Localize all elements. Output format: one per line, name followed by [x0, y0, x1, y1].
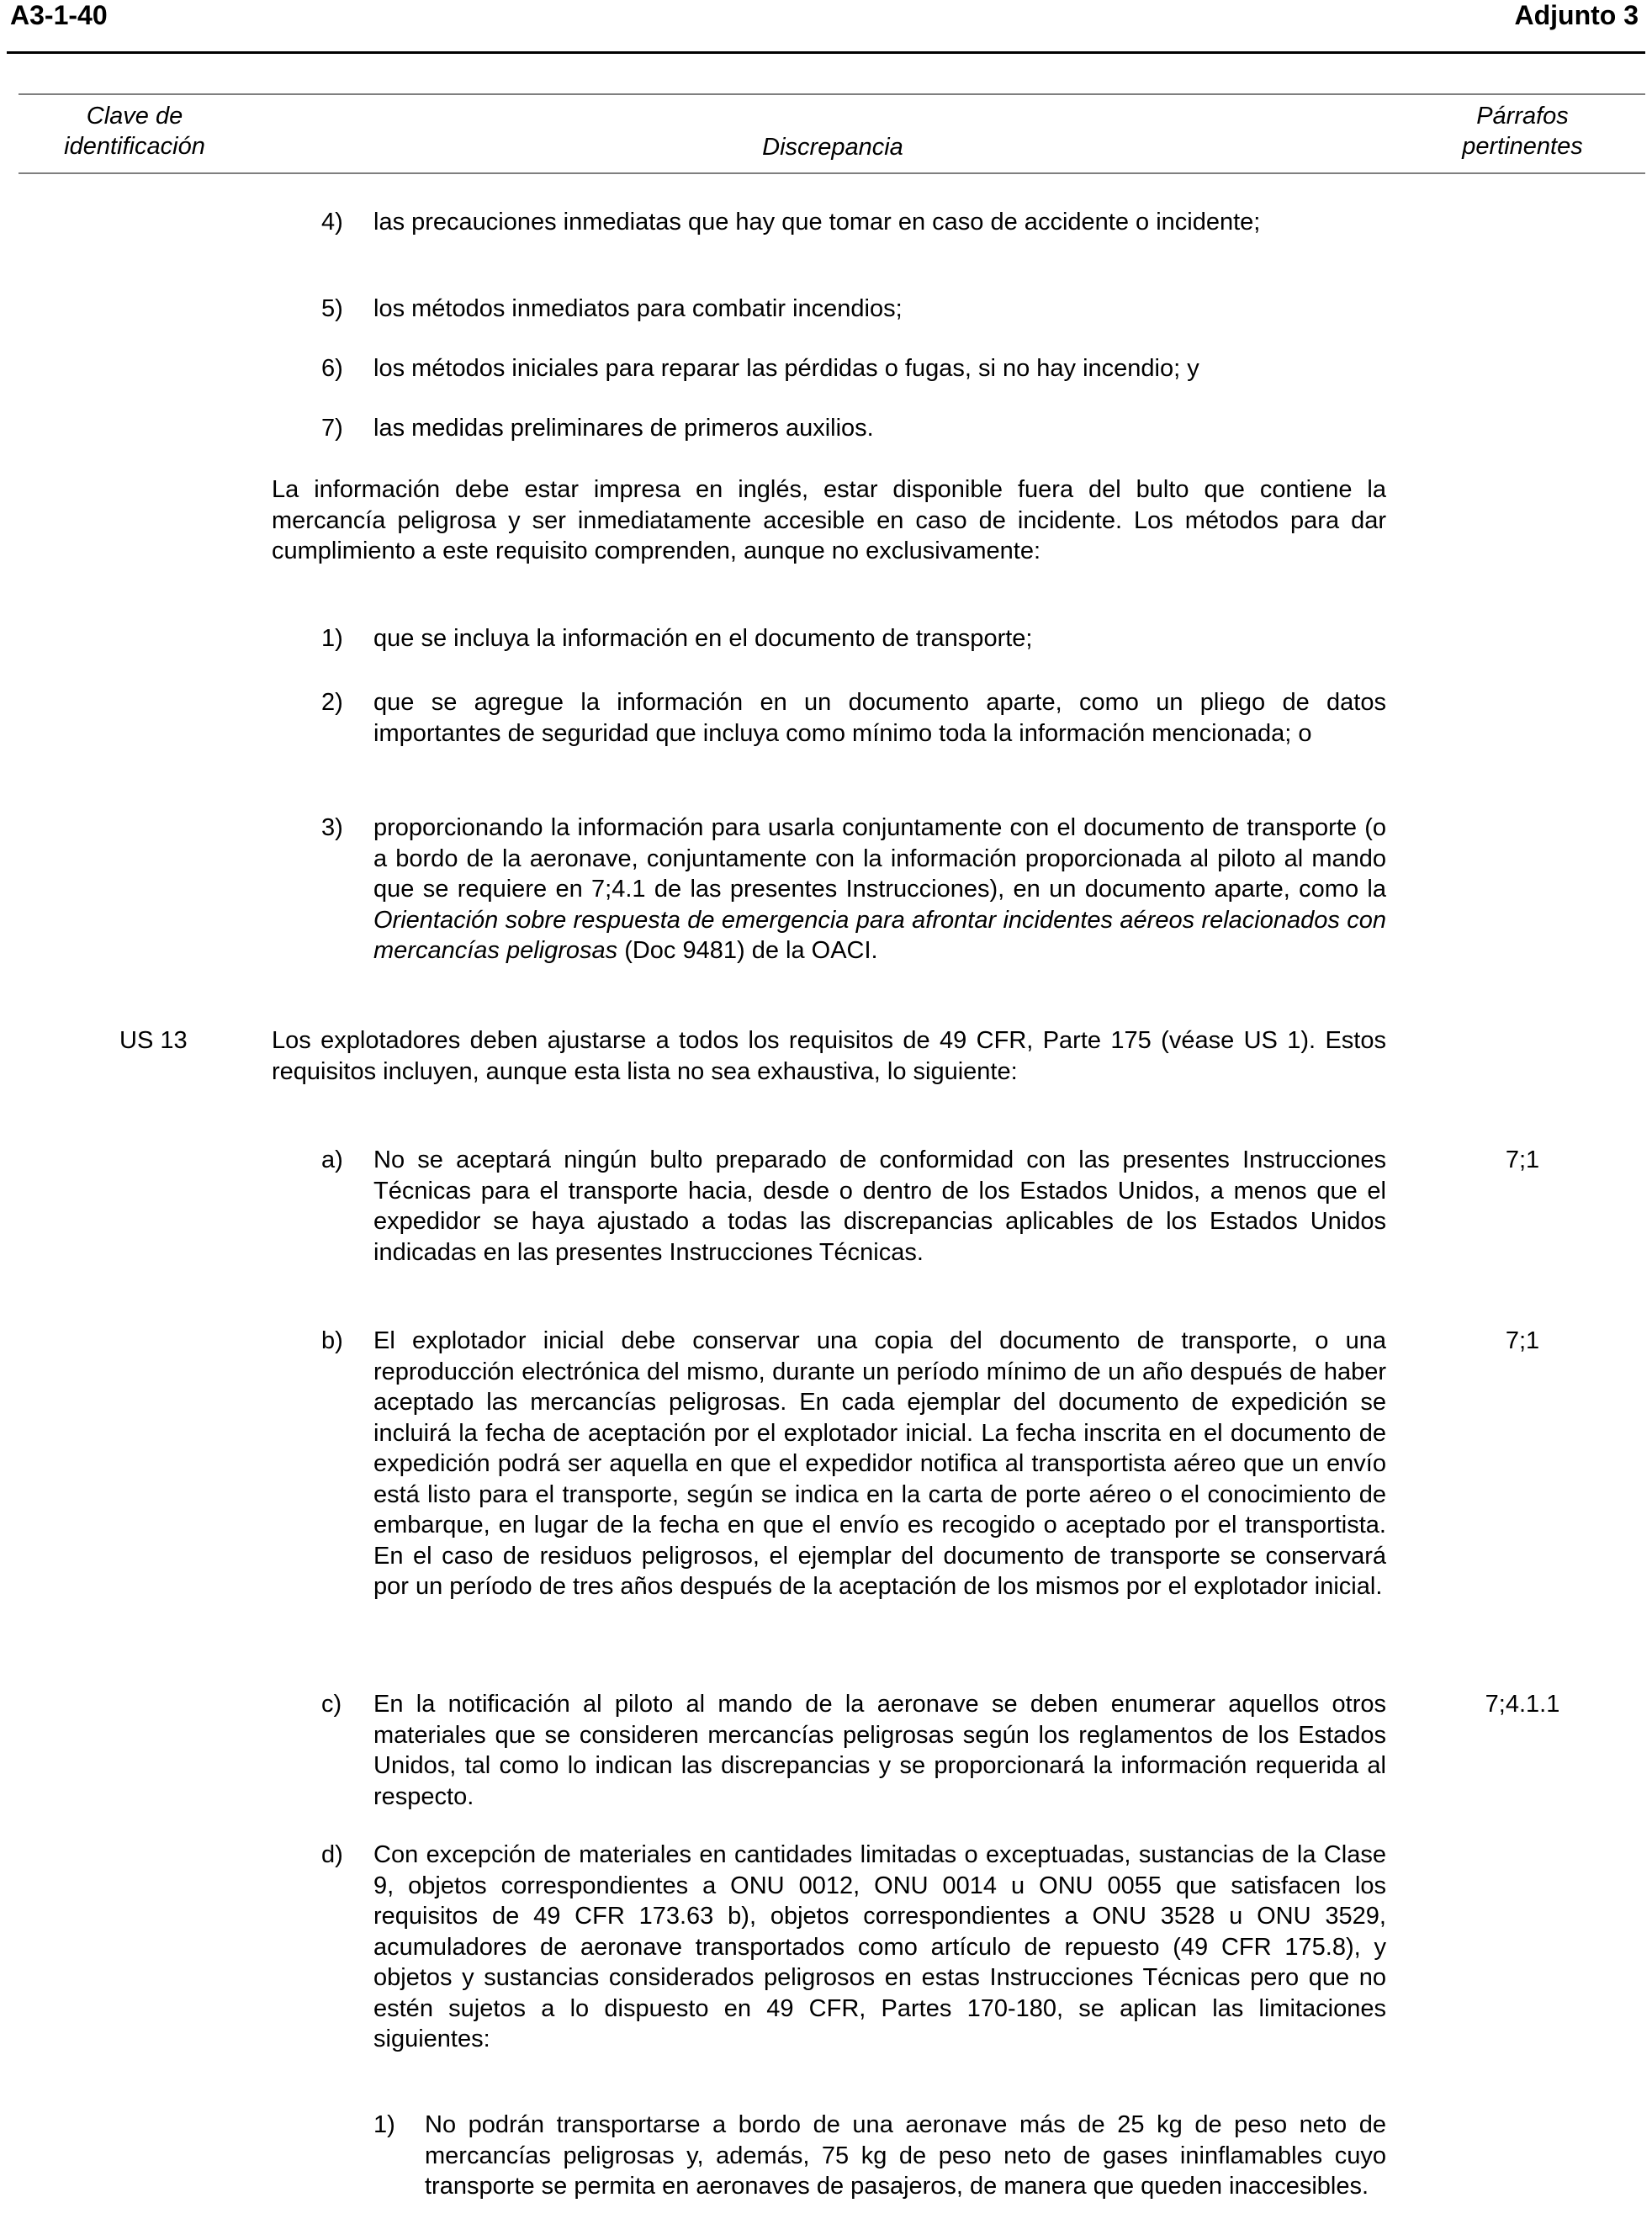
- page-number: A3-1-40: [10, 0, 108, 30]
- header-rule: [7, 51, 1645, 54]
- list-item-text: los métodos inmediatos para combatir incendios;: [373, 295, 903, 322]
- list-item-label: 5): [321, 295, 343, 322]
- paragraph-reference: 7;1: [1505, 1327, 1540, 1354]
- list-item-text: los métodos iniciales para reparar las pérdidas o fugas, si no hay incendio; y: [373, 355, 1199, 382]
- list-item-text-part: (Doc 9481) de la OACI.: [617, 937, 878, 964]
- annex-title: Adjunto 3: [1514, 0, 1639, 30]
- list-item-text: El explotador inicial debe conservar una copia del documento de transporte, o una reproducción electrónica del mismo, durante un período mínimo de un año después de haber aceptado las mercancías peligrosas. En cada ejemplar del documento de expedición se incluirá la fecha de aceptación por el explotador inicial. La fecha inscrita en el documento de expedición podrá ser aquella en que el expedidor notifica al transportista aéreo que un envío está listo para el transporte, según se indica en la carta de porte aéreo o el conocimiento de embarque, en lugar de la fecha en que el envío es recogido o aceptado por el transportista. En el caso de residuos peligrosos, el ejemplar del documento de transporte se conservará por un período de tres años después de la aceptación de los mismos por el explotador inicial.: [373, 1327, 1386, 1600]
- list-item-label: 7): [321, 415, 343, 442]
- column-header-paragraphs: [1422, 101, 1623, 162]
- list-item-label: 2): [321, 689, 343, 716]
- list-item-label: 1): [321, 625, 343, 652]
- information-paragraph: La información debe estar impresa en inglés, estar disponible fuera del bulto que contiene la mercancía peligrosa y ser inmediatamente accesible en caso de incidente. Los métodos para dar cumplimiento a este requisito comprenden, aunque no exclusivamente:: [272, 476, 1386, 564]
- paragraph-reference: 7;4.1.1: [1485, 1691, 1560, 1718]
- list-item-label: d): [321, 1841, 343, 1868]
- list-item-label: a): [321, 1146, 343, 1173]
- discrepancy-key: US 13: [119, 1027, 188, 1054]
- list-item-text: [373, 813, 1386, 966]
- list-item-text: No se aceptará ningún bulto preparado de conformidad con las presentes Instrucciones Técnicas para el transporte hacia, desde o dentro de los Estados Unidos, a menos que el expedidor se haya ajustado a todas las discrepancias aplicables de los Estados Unidos indicadas en las presentes Instrucciones Técnicas.: [373, 1146, 1386, 1266]
- column-header-rule-bottom: [19, 172, 1645, 174]
- paragraph-reference: 7;1: [1505, 1146, 1540, 1173]
- sub-list-item-text: No podrán transportarse a bordo de una aeronave más de 25 kg de peso neto de mercancías peligrosas y, además, 75 kg de peso neto de gases ininflamables cuyo transporte se permita en aeronaves de pasajeros, de manera que queden inaccesibles.: [425, 2111, 1386, 2200]
- list-item-label: 6): [321, 355, 343, 382]
- list-item-text: Con excepción de materiales en cantidades limitadas o exceptuadas, sustancias de la Clase 9, objetos correspondientes a ONU 0012, ONU 0014 u ONU 0055 que satisfacen los requisitos de 49 CFR 173.63 b), objetos correspondientes a ONU 3528 u ONU 3529, acumuladores de aeronave transportados como artículo de repuesto (49 CFR 175.8), y objetos y sustancias considerados peligrosos en estas Instrucciones Técnicas pero que no estén sujetos a lo dispuesto en 49 CFR, Partes 170-180, se aplican las limitaciones siguientes:: [373, 1841, 1386, 2052]
- sub-list-item-label: 1): [373, 2111, 395, 2138]
- list-item-label: 4): [321, 209, 343, 236]
- list-item-label: b): [321, 1327, 343, 1354]
- column-header-key-line1: Clave de: [86, 103, 183, 130]
- column-header-key-line2: identificación: [64, 133, 205, 160]
- column-header-key: [34, 101, 236, 162]
- list-item-text: las precauciones inmediatas que hay que tomar en caso de accidente o incidente;: [373, 209, 1261, 236]
- list-item-text-part: proporcionando la información para usarla conjuntamente con el documento de transporte (o a bordo de la aeronave, conjuntamente con la información proporcionada al piloto al mando que se requiere en 7;4.1 de las presentes Instrucciones), en un documento aparte, como la: [373, 814, 1386, 903]
- column-header-paragraphs-line2: pertinentes: [1462, 133, 1583, 160]
- list-item-text: las medidas preliminares de primeros auxilios.: [373, 415, 874, 442]
- column-header-rule-top: [19, 93, 1645, 95]
- list-item-label: 3): [321, 814, 343, 841]
- list-item-text: que se agregue la información en un documento aparte, como un pliego de datos importantes de seguridad que incluya como mínimo toda la información mencionada; o: [373, 689, 1386, 747]
- list-item-text: que se incluya la información en el documento de transporte;: [373, 625, 1033, 652]
- column-header-discrepancy: Discrepancia: [762, 134, 903, 161]
- list-item-text: En la notificación al piloto al mando de la aeronave se deben enumerar aquellos otros materiales que se consideren mercancías peligrosas según los reglamentos de los Estados Unidos, tal como lo indican las discrepancias y se proporcionará la información requerida al respecto.: [373, 1691, 1386, 1810]
- discrepancy-intro: Los explotadores deben ajustarse a todos los requisitos de 49 CFR, Parte 175 (véase US 1). Estos requisitos incluyen, aunque esta lista no sea exhaustiva, lo siguiente:: [272, 1027, 1386, 1085]
- document-title-italic: Orientación sobre respuesta de emergencia para afrontar incidentes aéreos relacionados con mercancías peligrosas: [373, 906, 1386, 964]
- list-item-label: c): [321, 1691, 342, 1718]
- column-header-paragraphs-line1: Párrafos: [1476, 103, 1569, 130]
